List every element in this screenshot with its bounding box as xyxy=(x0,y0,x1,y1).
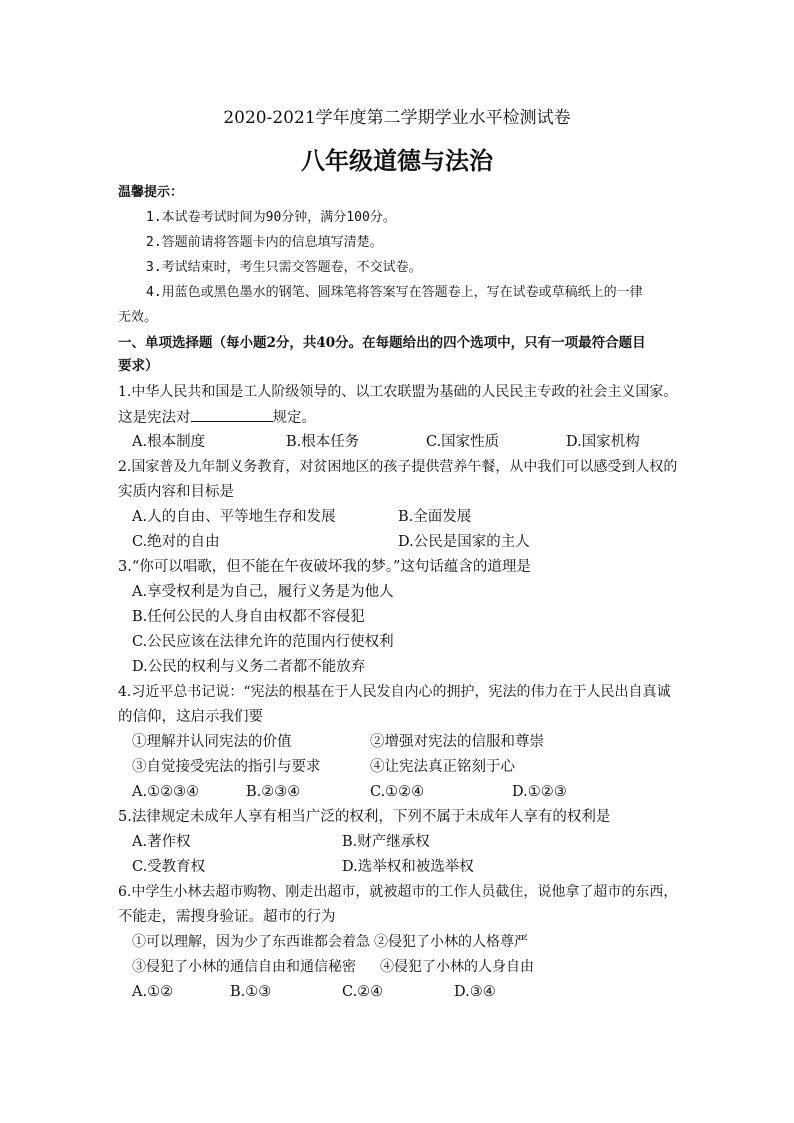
tip-item: 2.答题前请将答题卡内的信息填写清楚。 xyxy=(146,235,383,250)
option-a: A.享受权利是为自己，履行义务是为他人 xyxy=(132,584,394,600)
subject-title: 八年级道德与法治 xyxy=(301,146,493,175)
question-6-stem: 6.中学生小林去超市购物、刚走出超市，就被超市的工作人员截住，说他拿了超市的东西， xyxy=(118,884,678,900)
option-d: D.①②③ xyxy=(512,784,567,800)
statement-4: ④让宪法真正铭刻于心 xyxy=(370,759,515,775)
option-c: C.①②④ xyxy=(370,784,425,800)
question-4-stem-cont: 的信仰，这启示我们要 xyxy=(118,709,263,725)
tip-item: 无效。 xyxy=(118,310,158,325)
option-d: D.国家机构 xyxy=(566,434,640,450)
question-3-stem: 3.“你可以唱歌，但不能在午夜破坏我的梦。”这句话蕴含的道理是 xyxy=(118,559,531,575)
statement-1: ①可以理解，因为少了东西谁都会着急 xyxy=(132,934,370,950)
answer-blank xyxy=(191,407,273,422)
option-d: D.公民的权利与义务二者都不能放弃 xyxy=(132,659,366,675)
tip-item: 4.用蓝色或黑色墨水的钢笔、圆珠笔将答案写在答题卷上，写在试卷或草稿纸上的一律 xyxy=(146,285,643,300)
statement-3: ③侵犯了小林的通信自由和通信秘密 xyxy=(132,959,356,975)
statement-3: ③自觉接受宪法的指引与要求 xyxy=(132,759,321,775)
option-a: A.著作权 xyxy=(132,834,191,850)
exam-title: 2020-2021学年度第二学期学业水平检测试卷 xyxy=(223,108,571,128)
option-b: B.任何公民的人身自由权都不容侵犯 xyxy=(132,609,365,625)
option-c: C.受教育权 xyxy=(132,859,206,875)
option-a: A.①②③④ xyxy=(132,784,200,800)
option-c: C.②④ xyxy=(342,984,384,1000)
option-b: B.财产继承权 xyxy=(342,834,430,850)
section-heading: 一、单项选择题（每小题2分，共40分。在每题给出的四个选项中，只有一项最符合题目 xyxy=(118,335,646,351)
statement-4: ④侵犯了小林的人身自由 xyxy=(380,959,534,975)
q1-stem-post: 规定。 xyxy=(272,410,316,426)
option-b: B.②③④ xyxy=(246,784,301,800)
statement-2: ②侵犯了小林的人格尊严 xyxy=(374,934,528,950)
option-c: C.公民应该在法律允许的范围内行使权利 xyxy=(132,634,394,650)
question-4-stem: 4.习近平总书记说：“宪法的根基在于人民发自内心的拥护，宪法的伟力在于人民出自真诚 xyxy=(118,684,671,700)
option-a: A.①② xyxy=(132,984,174,1000)
tip-item: 3.考试结束时，考生只需交答题卷，不交试卷。 xyxy=(146,260,422,275)
statement-1: ①理解并认同宪法的价值 xyxy=(132,734,292,750)
option-a: A.人的自由、平等地生存和发展 xyxy=(132,509,336,525)
option-a: A.根本制度 xyxy=(132,434,206,450)
question-1-stem: 1.中华人民共和国是工人阶级领导的、以工农联盟为基础的人民民主专政的社会主义国家。 xyxy=(118,384,678,400)
option-d: D.选举权和被选举权 xyxy=(342,859,474,875)
option-c: C.绝对的自由 xyxy=(132,534,220,550)
option-d: D.公民是国家的主人 xyxy=(398,534,530,550)
option-c: C.国家性质 xyxy=(426,434,500,450)
tip-item: 1.本试卷考试时间为90分钟，满分100分。 xyxy=(146,210,396,225)
option-b: B.全面发展 xyxy=(398,509,472,525)
statement-2: ②增强对宪法的信服和尊崇 xyxy=(370,734,544,750)
section-heading-cont: 要求） xyxy=(118,358,159,374)
question-6-stem-cont: 不能走，需搜身验证。超市的行为 xyxy=(118,909,336,925)
question-5-stem: 5.法律规定未成年人享有相当广泛的权利，下列不属于未成年人享有的权利是 xyxy=(118,809,611,825)
option-b: B.根本任务 xyxy=(286,434,360,450)
option-b: B.①③ xyxy=(230,984,272,1000)
question-2-stem: 2.国家普及九年制义务教育，对贫困地区的孩子提供营养午餐，从中我们可以感受到人权的 xyxy=(118,459,678,475)
question-1-stem-cont xyxy=(118,407,316,428)
option-d: D.③④ xyxy=(454,984,496,1000)
question-2-stem-cont: 实质内容和目标是 xyxy=(118,484,234,500)
tips-label: 温馨提示： xyxy=(118,185,184,200)
q1-stem-pre: 这是宪法对 xyxy=(118,410,191,426)
